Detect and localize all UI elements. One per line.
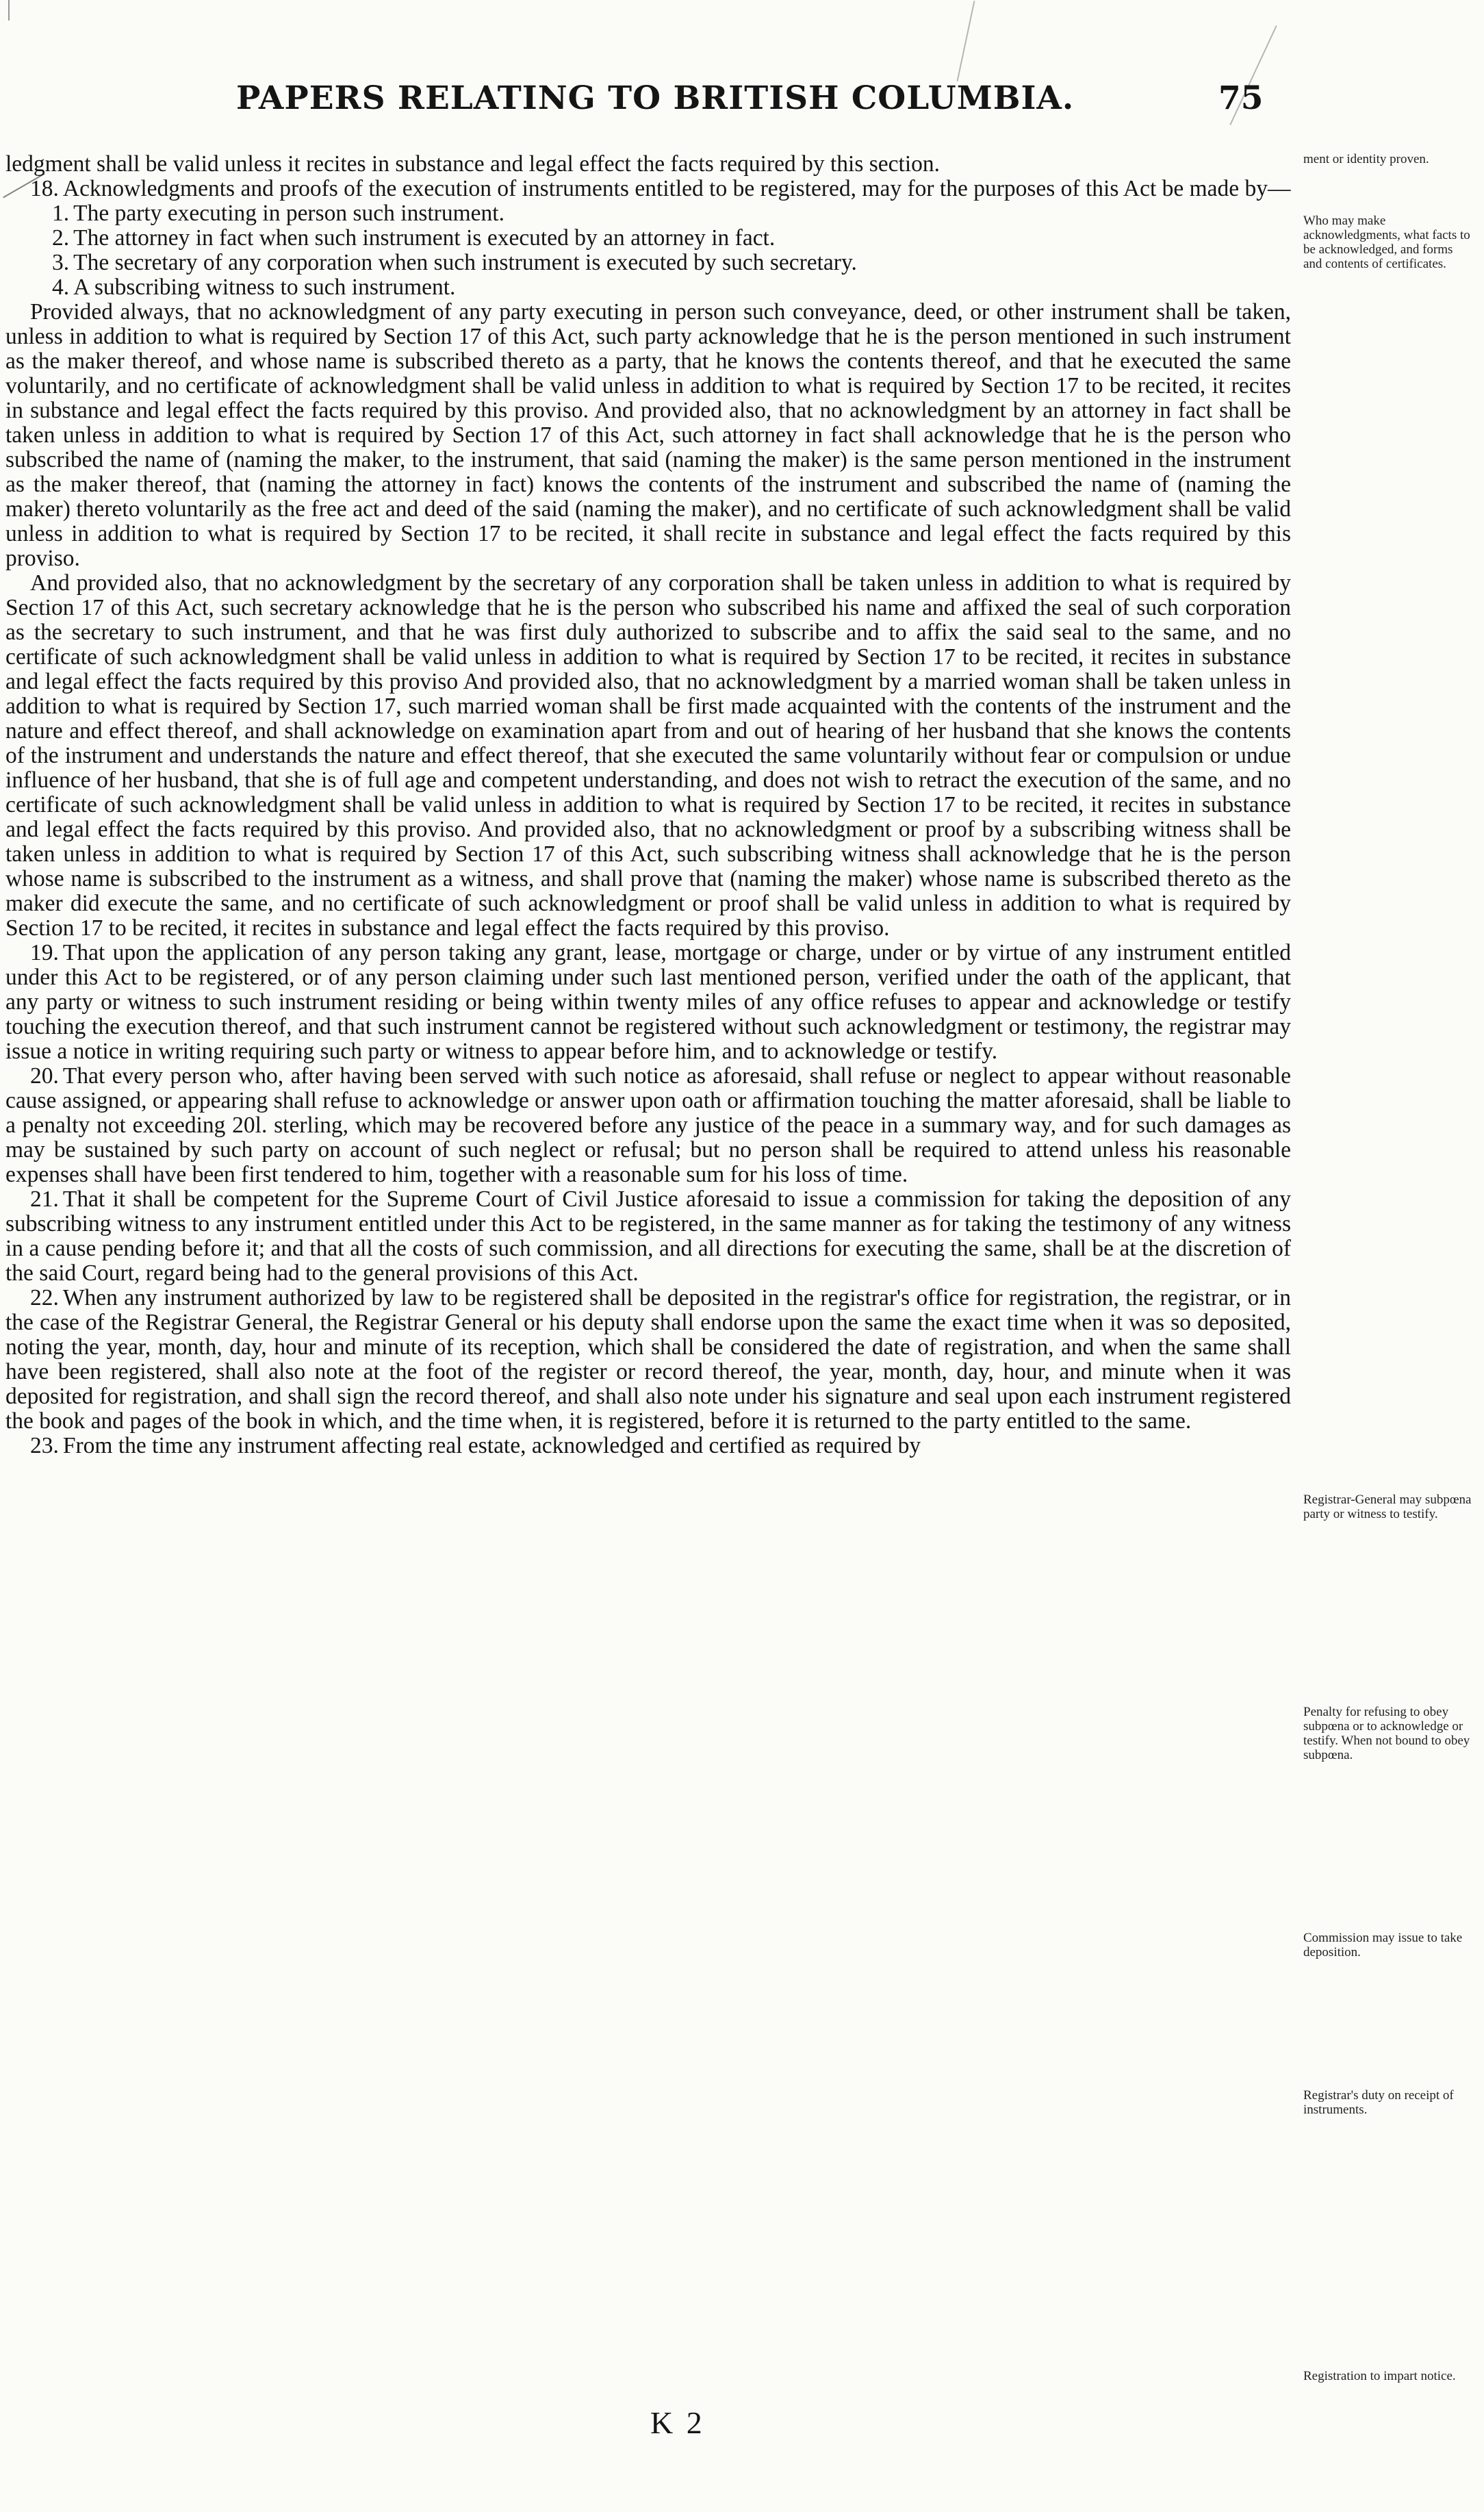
proviso-paragraph: Provided always, that no acknowledgment of any party executing in person such conveyance, deed, or other instrument shall be taken, unless in addition to what is required by Section 17 of this Act, such party acknowledge that he is the person mentioned in such instrument as the maker thereof, and whose name is subscribed thereto as a party, that he knows the contents thereof, and that he executed the same voluntarily, and no certificate of acknowledgment shall be valid unless in addition to what is required by Section 17 to be recited, it recites in substance and legal effect the facts required by this proviso. And provided also, that no acknowledgment by an attorney in fact shall be taken unless in addition to what is required by Section 17 of this Act, such attorney in fact shall acknowledge that he is the person who subscribed the name of (naming the maker, to the instrument, that said (naming the maker) is the same person mentioned in the instrument as the maker thereof, that (naming the attorney in fact) knows the contents of the instrument and subscribed the name of (naming the maker) thereto voluntarily as the free act and deed of the said (naming the maker), and no certificate of such acknowledgment shall be valid unless in addition to what is required by Section 17 to be recited, it shall recite in substance and legal effect the facts required by this proviso. [5,299,1291,571]
margin-note: Registrar-General may subpœna party or witness to testify. [1303,1493,1472,1521]
paragraph-continuation: ledgment shall be valid unless it recites in substance and legal effect the facts required by this section. [5,151,941,177]
section-20 [5,1064,1291,1187]
section-text: Acknowledgments and proofs of the execution of instruments entitled to be registered, may for the purposes of this Act be made by— [62,176,1291,201]
section-text: That every person who, after having been served with such notice as aforesaid, shall refuse or neglect to appear without reasonable cause assigned, or appearing shall refuse to acknowledge or answer upon oath or affirmation touching the matter aforesaid, shall be liable to a penalty not exceeding 20l. sterling, which may be recovered before any justice of the peace in a summary way, and for such damages as may be sustained by such party on account of such neglect or refusal; but no person shall be required to attend unless his reasonable expenses shall have been first tendered to him, together with a reasonable sum for his loss of time. [5,1063,1291,1187]
section-22 [5,1286,1291,1434]
item-number: 2. [52,225,70,251]
running-title: PAPERS RELATING TO BRITISH COLUMBIA. [236,79,1075,117]
section-21 [5,1187,1291,1286]
margin-note: Penalty for refusing to obey subpœna or to acknowledge or testify. When not bound to obey subpœna. [1303,1705,1470,1762]
list-item [5,275,1291,300]
item-text: A subscribing witness to such instrument. [73,275,456,300]
proviso-paragraph: And provided also, that no acknowledgment by the secretary of any corporation shall be taken unless in addition to what is required by Section 17 of this Act, such secretary acknowledge that he is the person who subscribed his name and affixed the seal of such corporation as the secretary to such instrument, and that he was first duly authorized to subscribe and to affix the said seal to the same, and no certificate of such acknowledgment shall be valid unless in addition to what is required by Section 17 to be recited, it recites in substance and legal effect the facts required by this proviso And provided also, that no acknowledgment by a married woman shall be taken unless in addition to what is required by Section 17, such married woman shall be first made acquainted with the contents of the instrument and the nature and effect thereof, and shall acknowledge on examination apart from and out of hearing of her husband that she knows the contents of the instrument and understands the nature and effect thereof, that she executed the same voluntarily without fear or compulsion or undue influence of her husband, that she is of full age and competent understanding, and does not wish to retract the execution of the same, and no certificate of such acknowledgment shall be valid unless in addition to what is required by Section 17 to be recited, it recites in substance and legal effect the facts required by this proviso. And provided also, that no acknowledgment or proof by a subscribing witness shall be taken unless in addition to what is required by Section 17 of this Act, such subscribing witness shall acknowledge that he is the person whose name is subscribed to the instrument as a witness, and shall prove that (naming the maker) whose name is subscribed thereto as the maker did execute the same, and no certificate of such acknowledgment or proof shall be valid unless in addition to what is required by Section 17 to be recited, it recites in substance and legal effect the facts required by this proviso. [5,570,1291,941]
scan-artifact [957,1,975,81]
margin-note: Commission may issue to take deposition. [1303,1931,1463,1959]
scan-artifact [8,0,10,21]
section-number: 22. [30,1285,59,1310]
margin-note: ment or identity proven. [1303,152,1429,166]
section-number: 18. [30,176,59,201]
margin-note: Registration to impart notice. [1303,2369,1456,2383]
section-text: That upon the application of any person taking any grant, lease, mortgage or charge, under or by virtue of any instrument entitled under this Act to be registered, or of any person claiming under such last mentioned person, verified under the oath of the applicant, that any party or witness to such instrument residing or being within twenty miles of any office refuses to appear and acknowledge or testify touching the execution thereof, and that such instrument cannot be registered without such acknowledgment or testimony, the registrar may issue a notice in writing requiring such party or witness to appear before him, and to acknowledge or testify. [5,940,1291,1064]
signature-mark: K 2 [650,2405,705,2440]
list-item [5,251,1291,275]
margin-note: Who may make acknowledgments, what facts to be acknowledged, and forms and contents of certificates. [1303,214,1470,271]
list-item [5,201,1291,226]
item-number: 4. [52,275,70,300]
section-19 [5,941,1291,1064]
document-body [5,152,1291,1458]
item-text: The attorney in fact when such instrument is executed by an attorney in fact. [73,225,776,251]
item-text: The secretary of any corporation when such instrument is executed by such secretary. [73,250,857,275]
margin-note: Registrar's duty on receipt of instruments. [1303,2088,1454,2117]
section-text: When any instrument authorized by law to be registered shall be deposited in the registrar's office for registration, the registrar, or in the case of the Registrar General, the Registrar General or his deputy shall endorse upon the same the exact time when it was so deposited, noting the year, month, day, hour and minute of its reception, which shall be considered the date of registration, and when the same shall have been registered, shall also note at the foot of the register or record thereof, the year, month, day, hour, and minute when it was deposited for registration, and shall sign the record thereof, and shall also note under his signature and seal upon each instrument registered the book and pages of the book in which, and the time when, it is registered, before it is returned to the party entitled to the same. [5,1285,1291,1434]
item-number: 3. [52,250,70,275]
section-number: 23. [30,1433,59,1458]
section-23 [5,1434,1291,1458]
section-18 [5,177,1291,201]
section-text: That it shall be competent for the Supreme Court of Civil Justice aforesaid to issue a commission for taking the deposition of any subscribing witness to any instrument entitled under this Act to be registered, in the same manner as for taking the testimony of any witness in a cause pending before it; and that all the costs of such commission, and all directions for executing the same, shall be at the discretion of the said Court, regard being had to the general provisions of this Act. [5,1187,1291,1286]
item-number: 1. [52,201,70,226]
item-text: The party executing in person such instrument. [73,201,504,226]
section-number: 20. [30,1063,59,1089]
list-item [5,226,1291,251]
section-number: 19. [30,940,59,965]
page-number: 75 [1218,79,1264,117]
section-text: From the time any instrument affecting real estate, acknowledged and certified as required by [62,1433,921,1458]
section-number: 21. [30,1187,59,1212]
